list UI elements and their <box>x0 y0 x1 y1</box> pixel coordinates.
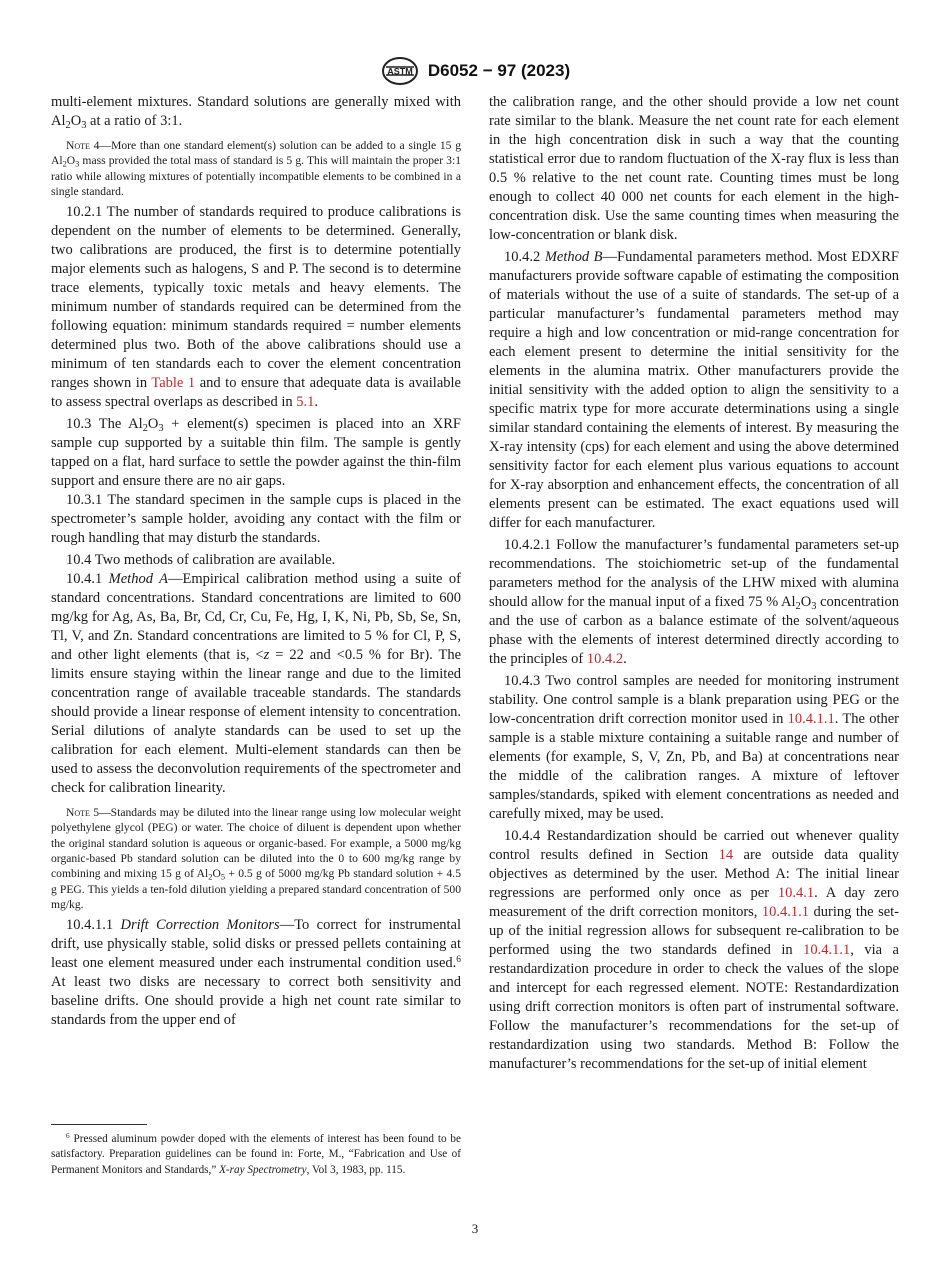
section-10-4-4: 10.4.4 Restandardization should be carried out whenever quality control results defined in Section 14 are outside data quality objectives as determined by the user. Method A: The initial linear regressions are performed only once as per 10.4.1. A day zero measurement of the drift correction monitors, 10.4.1.1 during the set-up of the initial regression allows for subsequent re-calibration to be performed using the two standards defined in 10.4.1.1, via a restandardization procedure in order to check the values of the slope and intercept for each regressed element. NOTE: Restandardization using drift correction monitors is often part of instrumental software. Follow the manufacturer’s recommendations for the set-up of restandardization using two standards. Method B: Follow the manufacturer’s recommendations for the set-up of initial element <box>489 828 900 1072</box>
page-number: 3 <box>471 1221 479 1236</box>
note-4: Note 4—More than one standard element(s) solution can be added to a single 15 g $Al_2O_3$ mass provided the total mass of standard is 5 g. This will maintain the proper 3:1 ratio while allowing mixtures of potentially incompatible elements to be combined in a single standard. <box>51 139 461 198</box>
svg-text:ASTM: ASTM <box>387 66 413 77</box>
page-header <box>0 56 950 84</box>
left-column <box>51 93 461 1030</box>
table-1-link[interactable]: Table 1 <box>151 375 196 392</box>
section-10-4-2: 10.4.2 Method B—Fundamental parameters method. Most EDXRF manufacturers provide software capable of estimating the composition of materials without the use of a suite of standards. The set-up of a particular manufacturer’s fundamental parameters method may require a high and low concentration or mid-range concentration for each element present to determine the initial sensitivity for the elements in the alumina matrix. Other manufacturers provide the initial sensitivity with the added option to align the sensitivity to a specific matrix type for more accurate determinations using a single similar standard containing the elements of interest. By measuring the X-ray intensity (cps) for each element and using the above determined sensitivity factor for each element plus various equations to account for X-ray absorption and enhancement effects, the concentration of all elements present can be estimated. The exact equations used will differ for each manufacturer. <box>489 249 899 531</box>
section-10-3-1: 10.3.1 The standard specimen in the sample cups is placed in the spectrometer’s sample holder, avoiding any contact with the film or rough handling that may disturb the standards. <box>51 492 461 547</box>
section-10-4-1-1-link[interactable]: 10.4.1.1 <box>803 942 851 958</box>
section-10-4-1-link[interactable]: 10.4.1 <box>777 885 815 901</box>
section-10-3: 10.3 The $Al_2O_3$ + element(s) specimen is placed into an XRF sample cup supported by a suitable thin film. The sample is gently tapped on a flat, hard surface to settle the powder against the thin-film support and ensure there are no air gaps. <box>51 416 461 490</box>
section-10-4-2-1: 10.4.2.1 Follow the manufacturer’s fundamental parameters set-up recommendations. The stoichiometric set-up of the fundamental parameters method for the analysis of the LHW mixed with alumina should allow for the manual input of a fixed 75 % $Al_2O_3$ concentration and the use of carbon as a balance estimate of the solvent/aqueous phase with the elements of interest determined directly according to the principles of 10.4.2. <box>489 537 899 667</box>
astm-logo-icon <box>380 56 420 86</box>
section-10-4-1-1-link[interactable]: 10.4.1.1 <box>761 904 810 920</box>
section-5-1-link[interactable]: 5.1 <box>296 394 315 411</box>
section-10-4-1: 10.4.1 Method A—Empirical calibration method using a suite of standard concentrations. Standard concentrations are limited to 600 mg/kg for Ag, As, Ba, Br, Cd, Cr, Cu, Fe, Hg, I, K, Ni, Pb, Sb, Se, Sn, Tl, V, and Zn. Standard concentrations are limited to 5 % for Cl, P, S, and other light elements (that is, <z = 22 and <0.5 % for Br). The limits ensure staying within the linear range and due to the limited concentration range of available traceable standards. The standards should provide a linear response of element intensity to concentration. Serial dilutions of analyte standards can be used to set up the calibration for each element. Multi-element standards can then be used to assess the deconvolution requirements of the spectrometer and check for calibration linearity. <box>51 571 462 797</box>
section-10-4-1-1: 10.4.1.1 Drift Correction Monitors—To correct for instrumental drift, use physically stable, solid disks or pressed pellets containing at least one element measured under each instrumental condition used.$^6$ At least two disks are necessary to correct both sensitivity and baseline drifts. One should provide a high net count rate similar to standards from the upper end of <box>51 917 461 1029</box>
section-10-4: 10.4 Two methods of calibration are available. <box>66 552 336 569</box>
section-14-link[interactable]: 14 <box>718 847 734 863</box>
document-designation: D6052 − 97 (2023) <box>427 61 571 80</box>
paragraph-cont-right: the calibration range, and the other should provide a low net count rate similar to the blank. Measure the net count rate for each element in the high concentration disk in such a way that the counting statistical error due to random fluctuation of the X-ray flux is less than 0.5 % relative to the net count rate. Counting times must be long enough to collect 40 000 net counts for each element in the high-concentration disk. Use the same counting times when measuring the low-concentration or blank disk. <box>489 94 899 243</box>
paragraph-cont: multi-element mixtures. Standard solutions are generally mixed with $Al_2O_3$ at a ratio of 3:1. <box>51 94 461 132</box>
footnote-6: $^6$ Pressed aluminum powder doped with the elements of interest has been found to be satisfactory. Preparation guidelines can be found in: Forte, M., “Fabrication and Use of Permanent Monitors and Standards,” X-ray Spectrometry, Vol 3, 1983, pp. 115. <box>51 1132 461 1176</box>
section-10-4-2-link[interactable]: 10.4.2 <box>586 651 624 667</box>
footnote-6-ref: 6 <box>456 955 461 966</box>
section-10-2-1: 10.2.1 The number of standards required to produce calibrations is dependent on the number of elements to be determined. Generally, two calibrations are produced, the first is to determine potentially major elements such as halogens, S and P. The second is to determine trace elements, typically toxic metals and heavy elements. The minimum number of standards required can be determined from the following equation: minimum standards required = number elements determined plus two. Both of the above calibrations should use a minimum of ten standards each to cover the element concentration ranges shown in Table 1 and to ensure that adequate data is available to assess spectral overlaps as described in 5.1. <box>51 204 461 411</box>
footnote-divider <box>51 1124 147 1125</box>
section-10-4-1-1-link[interactable]: 10.4.1.1 <box>787 711 835 727</box>
right-column <box>489 93 899 1074</box>
note-5: Note 5—Standards may be diluted into the linear range using low molecular weight polyethylene glycol (PEG) or water. The choice of diluent is dependent upon whether the original standard solution is aqueous or organic-based. For example, a 5000 mg/kg organic-based Pb standard solution can be diluted into the 0 to 600 mg/kg range by combining and mixing 15 g of $Al_2O_5 + 0.5$ g of 5000 mg/kg Pb standard solution + 4.5 g PEG. This yields a ten-fold dilution yielding a prepared standard concentration of 500 mg/kg. <box>51 806 461 911</box>
section-10-4-3: 10.4.3 Two control samples are needed for monitoring instrument stability. One control sample is a blank preparation using PEG or the low-concentration drift correction monitor used in 10.4.1.1. The other sample is a stable mixture containing a suitable range and number of elements (for example, S, V, Zn, Pb, and Ba) at concentrations near the middle of the calibration ranges. A mixture of leftover samples/standards, spiked with element concentrations as needed and carefully mixed, may be used. <box>489 673 899 822</box>
